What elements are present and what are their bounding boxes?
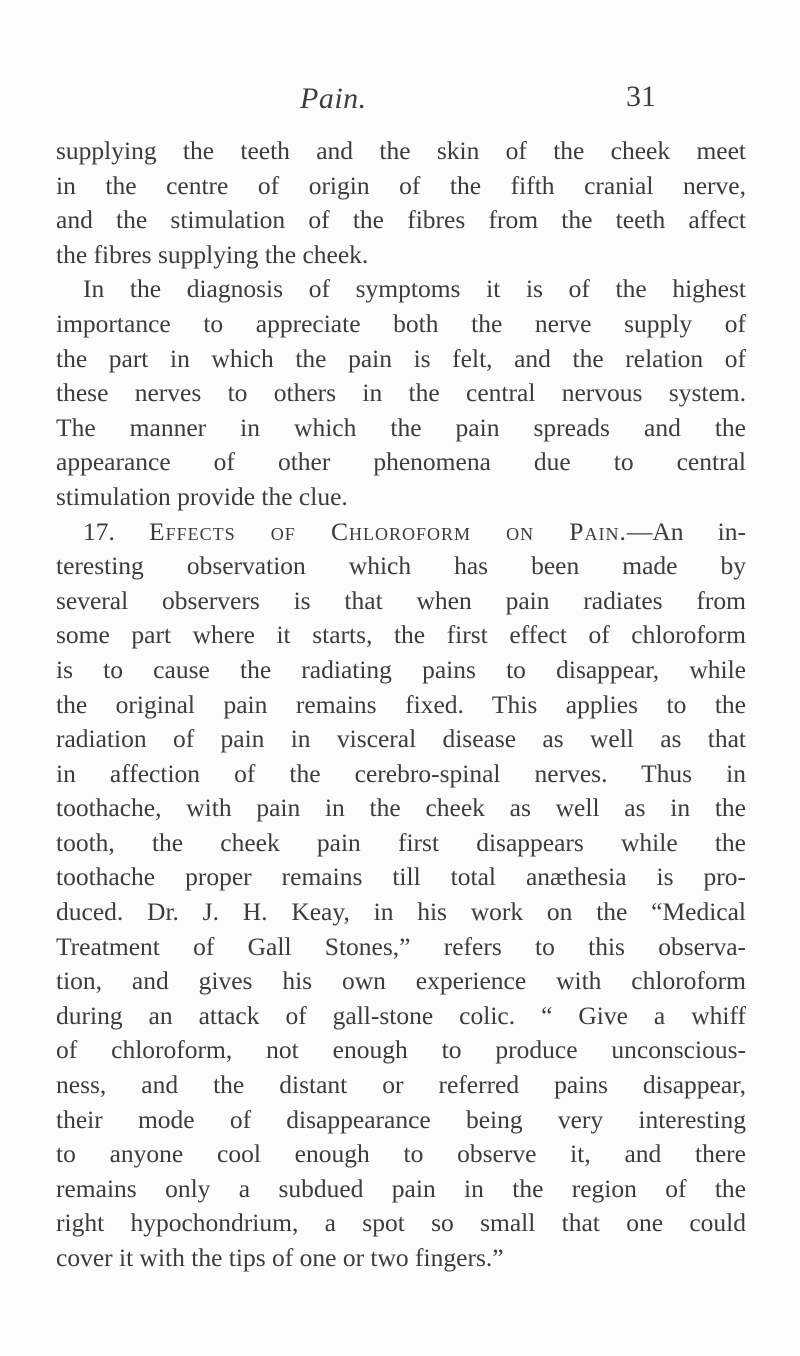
- text-line: to anyone cool enough to observe it, and there: [56, 1139, 746, 1169]
- running-head: [0, 82, 800, 122]
- text-line: and the stimulation of the fibres from the teeth affect: [56, 205, 746, 235]
- text-line: cover it with the tips of one or two fingers.”: [56, 1243, 504, 1272]
- text-line: ness, and the distant or referred pains disappear,: [56, 1070, 746, 1100]
- text-line: toothache, with pain in the cheek as well as in the: [56, 793, 746, 823]
- text-line: duced. Dr. J. H. Keay, in his work on the “Medical: [56, 897, 746, 927]
- page-number: 31: [626, 80, 656, 113]
- section-number: 17.: [83, 516, 115, 546]
- text-line: teresting observation which has been made by: [56, 551, 746, 581]
- section-heading: Effects of Chloroform on Pain.: [149, 516, 627, 546]
- text-line: remains only a subdued pain in the region of the: [56, 1173, 746, 1203]
- text-line: of chloroform, not enough to produce unconscious-: [56, 1035, 746, 1065]
- text-line: these nerves to others in the central nervous system.: [56, 378, 746, 408]
- text-line: appearance of other phenomena due to central: [56, 447, 746, 477]
- text-line: The manner in which the pain spreads and the: [56, 412, 746, 442]
- running-title: Pain.: [300, 82, 367, 115]
- text-line: in affection of the cerebro-spinal nerves. Thus in: [56, 758, 746, 788]
- text-line: several observers is that when pain radiates from: [56, 585, 746, 615]
- text-line: toothache proper remains till total anæthesia is pro-: [56, 862, 746, 892]
- text-line: their mode of disappearance being very interesting: [56, 1104, 746, 1134]
- text-line: right hypochondrium, a spot so small that one could: [56, 1208, 746, 1238]
- text-line: Treatment of Gall Stones,” refers to this observa-: [56, 931, 746, 961]
- text-line: supplying the teeth and the skin of the cheek meet: [56, 136, 746, 165]
- text-line: the part in which the pain is felt, and the relation of: [56, 343, 746, 373]
- text-line: some part where it starts, the first effect of chloroform: [56, 620, 746, 650]
- text-line: is to cause the radiating pains to disappear, while: [56, 654, 746, 684]
- text-line: in the centre of origin of the fifth cranial nerve,: [56, 170, 746, 200]
- text-line: tooth, the cheek pain first disappears while the: [56, 827, 746, 857]
- text-line: stimulation provide the clue.: [56, 481, 348, 511]
- text-line: —An in-: [626, 516, 746, 546]
- text-line: during an attack of gall-stone colic. “ Give a whiff: [56, 1000, 746, 1030]
- text-line: radiation of pain in visceral disease as well as that: [56, 724, 746, 754]
- text-line: importance to appreciate both the nerve supply of: [56, 308, 746, 338]
- text-line: the original pain remains fixed. This applies to the: [56, 689, 746, 719]
- text-line: In the diagnosis of symptoms it is of the highest: [83, 274, 746, 304]
- text-line: tion, and gives his own experience with chloroform: [56, 966, 746, 996]
- body-text: [56, 134, 746, 1276]
- section-heading-line: [56, 515, 746, 550]
- text-line: the fibres supplying the cheek.: [56, 239, 369, 269]
